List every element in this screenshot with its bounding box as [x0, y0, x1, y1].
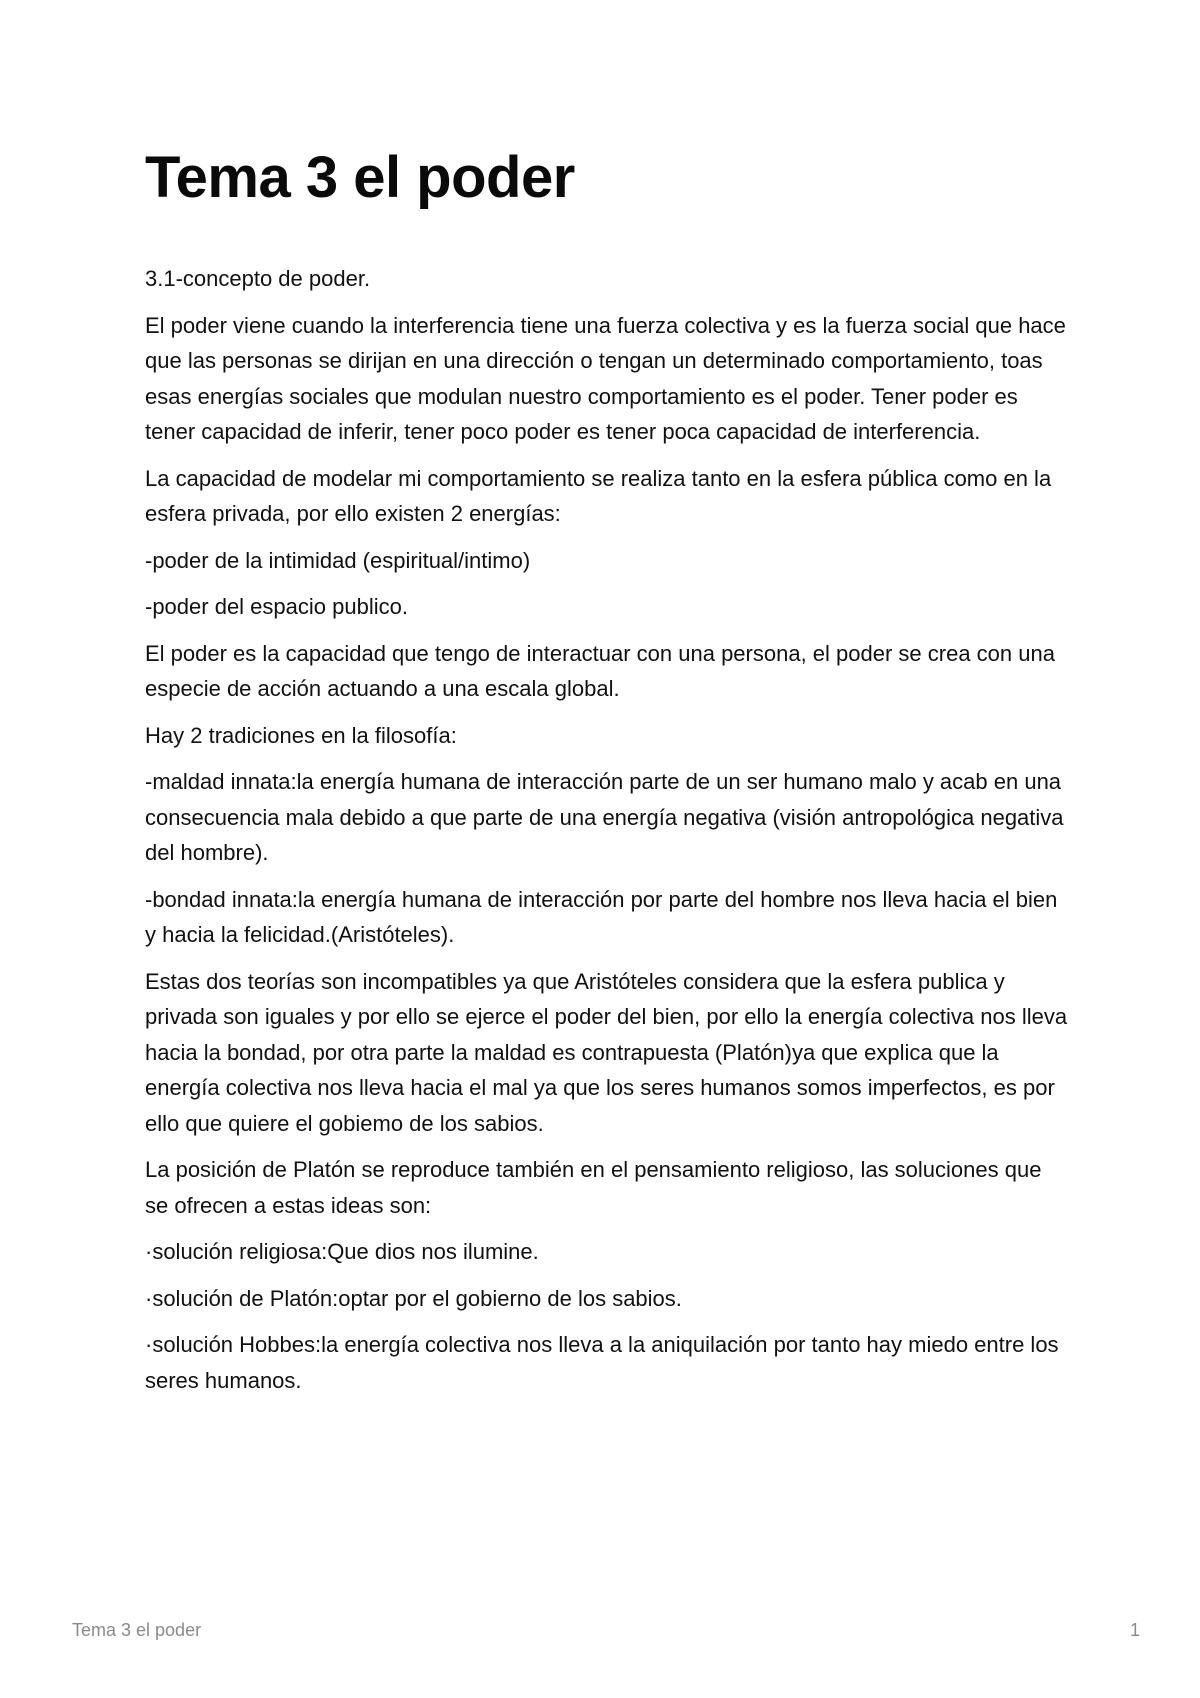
- page-footer: [72, 1620, 1140, 1641]
- footer-title: Tema 3 el poder: [72, 1620, 202, 1640]
- document-body: [145, 143, 1070, 1409]
- page-title: Tema 3 el poder: [145, 145, 575, 210]
- list-item: ·solución de Platón:optar por el gobierno de los sabios.: [145, 1285, 682, 1311]
- list-item: ·solución Hobbes:la energía colectiva nos lleva a la aniquilación por tanto hay miedo entre los seres humanos.: [145, 1332, 1059, 1393]
- paragraph: La capacidad de modelar mi comportamiento se realiza tanto en la esfera pública como en la esfera privada, por ello existen 2 energías:: [145, 465, 1052, 526]
- list-item: -poder de la intimidad (espiritual/intimo): [145, 547, 531, 573]
- list-item: ·solución religiosa:Que dios nos ilumine.: [145, 1239, 539, 1264]
- list-item: -poder del espacio publico.: [145, 594, 408, 619]
- list-item: -maldad innata:la energía humana de interacción parte de un ser humano malo y acab en una consecuencia mala debido a que parte de una energía negativa (visión antropológica negativa del hombre).: [145, 769, 1064, 865]
- page-number: 1: [1129, 1620, 1140, 1640]
- paragraph: Hay 2 tradiciones en la filosofía:: [145, 722, 457, 748]
- paragraph: El poder es la capacidad que tengo de interactuar con una persona, el poder se crea con una especie de acción actuando a una escala global.: [145, 640, 1055, 701]
- paragraph: El poder viene cuando la interferencia tiene una fuerza colectiva y es la fuerza social que hace que las personas se dirijan en una dirección o tengan un determinado comportamiento, toas esas energías sociales que modulan nuestro comportamiento es el poder. Tener poder es tener capacidad de inferir, tener poco poder es tener poca capacidad de interferencia.: [145, 312, 1066, 444]
- paragraph: Estas dos teorías son incompatibles ya que Aristóteles considera que la esfera publica y privada son iguales y por ello se ejerce el poder del bien, por ello la energía colectiva nos lleva hacia la bondad, por otra parte la maldad es contrapuesta (Platón)ya que explica que la energía colectiva nos lleva hacia el mal ya que los seres humanos somos imperfectos, es por ello que quiere el gobiemo de los sabios.: [145, 968, 1068, 1136]
- section-heading: 3.1-concepto de poder.: [145, 266, 371, 291]
- list-item: -bondad innata:la energía humana de interacción por parte del hombre nos lleva hacia el bien y hacia la felicidad.(Aristóteles).: [145, 886, 1058, 947]
- paragraph: La posición de Platón se reproduce también en el pensamiento religioso, las soluciones que se ofrecen a estas ideas son:: [145, 1157, 1042, 1218]
